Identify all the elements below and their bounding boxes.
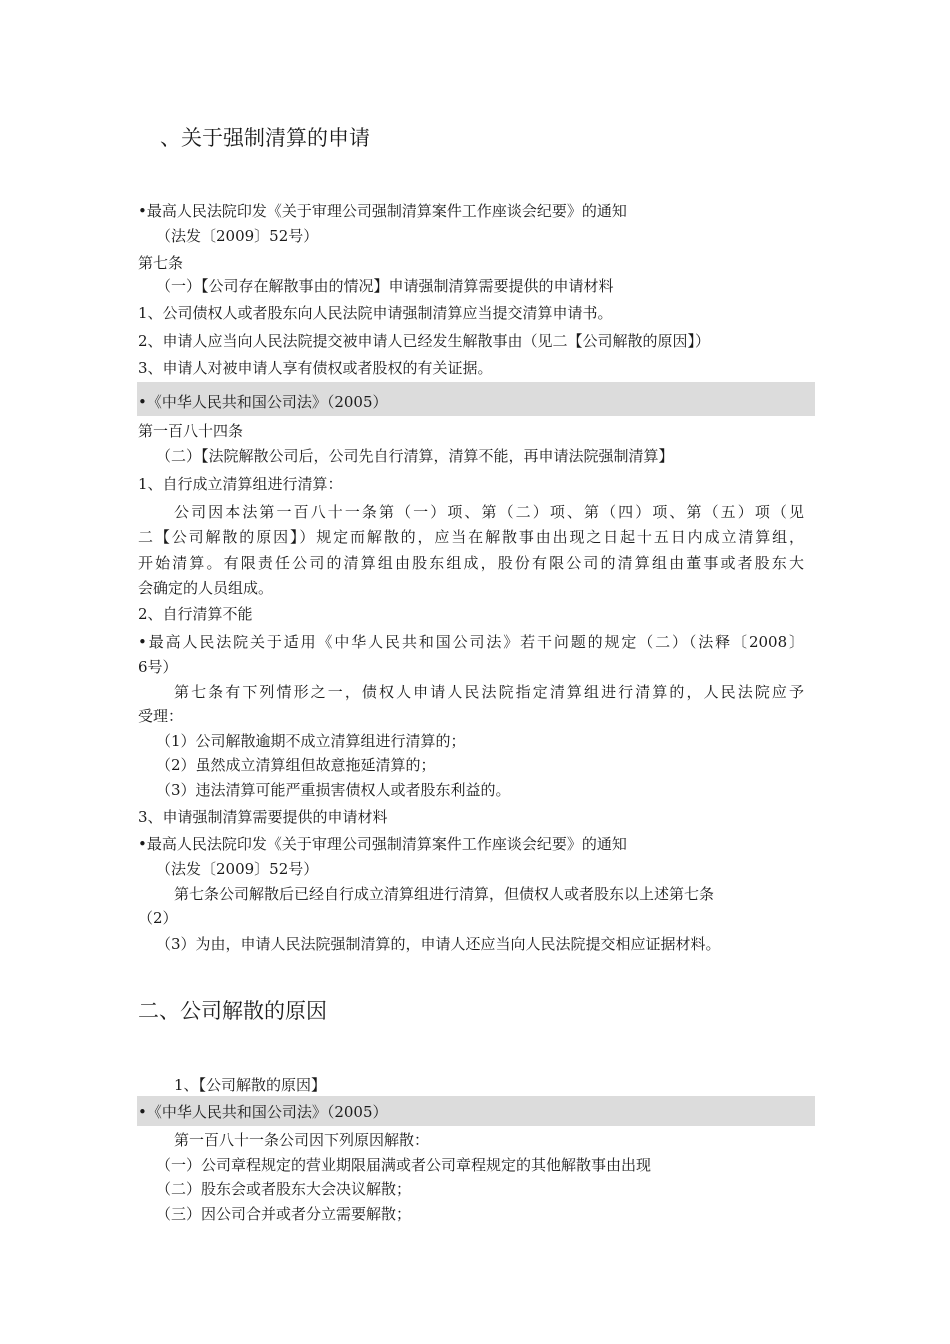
paragraph-line: 会确定的人员组成。 [138,579,274,597]
article-title: 第七条 [138,254,184,272]
list-item: 2、自行清算不能 [138,605,253,623]
law-citation: •《中华人民共和国公司法》（2005） [138,393,388,411]
document-number: （法发〔2009〕52号） [156,860,319,878]
list-item: 3、申请人对被申请人享有债权或者股权的有关证据。 [138,359,493,377]
list-item: （2）虽然成立清算组但故意拖延清算的； [156,756,436,774]
paragraph-line: 第七条有下列情形之一，债权人申请人民法院指定清算组进行清算的，人民法院应予 [174,683,804,701]
subsection-heading: （一）【公司存在解散事由的情况】申请强制清算需要提供的申请材料 [156,277,614,295]
paragraph-line: 公司因本法第一百八十一条第（一）项、第（二）项、第（四）项、第（五）项（见 [174,503,804,521]
paragraph-line: （2） [138,909,178,927]
paragraph-line: 开始清算。有限责任公司的清算组由股东组成，股份有限公司的清算组由董事或者股东大 [138,554,804,572]
source-citation: •最高人民法院关于适用《中华人民共和国公司法》若干问题的规定（二）（法释〔2008〕 [138,633,804,651]
subsection-heading: （二）【法院解散公司后，公司先自行清算，清算不能，再申请法院强制清算】 [156,447,674,465]
list-item: （1）公司解散逾期不成立清算组进行清算的； [156,732,466,750]
source-citation: •最高人民法院印发《关于审理公司强制清算案件工作座谈会纪要》的通知 [138,202,627,220]
list-item: 2、申请人应当向人民法院提交被申请人已经发生解散事由（见二【公司解散的原因】） [138,332,711,350]
paragraph-line: （3）为由，申请人民法院强制清算的，申请人还应当向人民法院提交相应证据材料。 [156,935,721,953]
list-item: （3）违法清算可能严重损害债权人或者股东利益的。 [156,781,511,799]
article-title: 第一百八十一条公司因下列原因解散： [174,1131,430,1149]
article-title: 第一百八十四条 [138,422,244,440]
list-item: 3、申请强制清算需要提供的申请材料 [138,808,388,826]
document-number: （法发〔2009〕52号） [156,227,319,245]
list-item: 1、公司债权人或者股东向人民法院申请强制清算应当提交清算申请书。 [138,304,613,322]
list-item: （三）因公司合并或者分立需要解散； [156,1205,412,1223]
list-item: （一）公司章程规定的营业期限届满或者公司章程规定的其他解散事由出现 [156,1156,652,1174]
section-heading: 、关于强制清算的申请 [160,126,370,150]
paragraph-line: 第七条公司解散后已经自行成立清算组进行清算，但债权人或者股东以上述第七条 [174,885,715,903]
list-item: 1、自行成立清算组进行清算： [138,475,343,493]
list-item: （二）股东会或者股东大会决议解散； [156,1180,412,1198]
section-heading: 二、公司解散的原因 [138,999,327,1023]
law-citation: •《中华人民共和国公司法》（2005） [138,1103,388,1121]
document-number: 6号） [138,658,178,676]
paragraph-line: 二【公司解散的原因】）规定而解散的，应当在解散事由出现之日起十五日内成立清算组， [138,528,804,546]
list-item: 1、【公司解散的原因】 [174,1076,327,1094]
source-citation: •最高人民法院印发《关于审理公司强制清算案件工作座谈会纪要》的通知 [138,835,627,853]
paragraph-line: 受理： [138,707,184,725]
